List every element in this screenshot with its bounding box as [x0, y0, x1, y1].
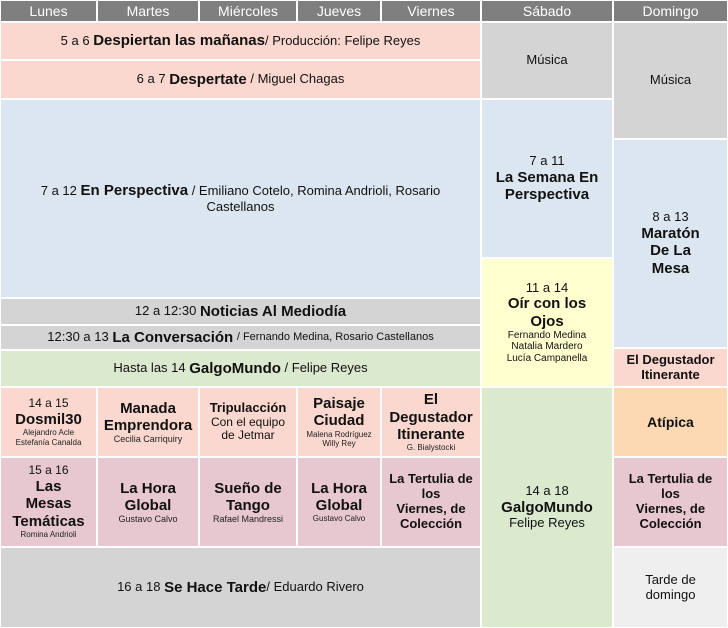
program-title: Mesas [25, 495, 72, 513]
program-hora-global-jueves[interactable] [297, 457, 381, 547]
program-title: La Conversación [112, 328, 234, 346]
program-credit: Willy Rey [322, 439, 356, 449]
program-hora-global-martes[interactable] [97, 457, 199, 547]
program-credit: / Miguel Chagas [250, 71, 345, 87]
header-miercoles: Miércoles [199, 0, 297, 22]
program-tarde-de-domingo[interactable] [613, 547, 728, 628]
program-credit: Cecilia Carriquiry [113, 434, 183, 445]
program-time: 5 a 6 [60, 32, 90, 48]
program-title: Despertate [169, 70, 247, 88]
program-title: El [423, 391, 439, 409]
header-lunes: Lunes [0, 0, 97, 22]
program-title: GalgoMundo [189, 359, 281, 377]
program-credit: Lucía Campanella [506, 352, 588, 364]
program-credit: de Jetmar [221, 428, 275, 443]
program-title: Noticias Al Mediodía [199, 302, 347, 320]
program-title: Viernes, de [635, 501, 706, 516]
program-credit: Alejandro Acle [22, 427, 75, 437]
program-maraton-de-la-mesa[interactable] [613, 139, 728, 348]
program-time: 12 a 12:30 [134, 303, 197, 319]
program-title: Manada [120, 399, 176, 417]
program-time: Hasta las 14 [113, 360, 186, 376]
program-title: los [661, 486, 680, 502]
program-title: Colección [399, 515, 463, 531]
program-title: La Semana En [495, 168, 599, 186]
program-tertulia-viernes[interactable] [381, 457, 481, 547]
program-en-perspectiva[interactable] [0, 99, 481, 298]
program-despiertan[interactable] [0, 22, 481, 60]
program-time: 11 a 14 [525, 279, 569, 295]
program-sueno-de-tango[interactable] [199, 457, 297, 547]
program-time: 6 a 7 [136, 71, 166, 87]
program-credit: / Emiliano Cotelo, Romina Andrioli, Rosario Castellanos [191, 183, 441, 214]
program-title: Global [315, 497, 363, 515]
program-title: Colección [639, 515, 702, 531]
program-credit: Gustavo Calvo [312, 514, 366, 524]
program-time: 7 a 11 [529, 152, 565, 168]
program-title: El Degustador [626, 351, 715, 367]
program-credit: Malena Rodríguez [306, 429, 372, 439]
program-title: La Hora [311, 479, 367, 497]
program-title: Maratón [641, 225, 700, 243]
program-credit: Fernando Medina [507, 329, 587, 341]
program-title: En Perspectiva [80, 182, 189, 200]
program-title: Temáticas [12, 512, 85, 530]
program-noticias[interactable] [0, 298, 481, 325]
program-time: 8 a 13 [652, 209, 689, 225]
program-title: De La [650, 242, 691, 260]
program-title: Despiertan las mañanas [93, 32, 265, 50]
program-time: 12:30 a 13 [47, 329, 109, 345]
program-title: Tarde de [645, 571, 696, 587]
program-title: Dosmil30 [15, 410, 82, 428]
program-credit: Romina Andrioli [20, 529, 77, 539]
program-domingo-degustador[interactable] [613, 348, 728, 387]
program-title: Tango [226, 496, 270, 514]
program-sabado-musica[interactable] [481, 22, 613, 99]
program-domingo-tertulia[interactable] [613, 457, 728, 547]
header-jueves: Jueves [297, 0, 381, 22]
program-credit: Felipe Reyes [509, 515, 585, 531]
header-viernes: Viernes [381, 0, 481, 22]
program-manada-emprendora[interactable] [97, 387, 199, 457]
program-credit: Estefanía Canalda [15, 437, 82, 447]
header-martes: Martes [97, 0, 199, 22]
program-credit: Con el equipo [210, 414, 286, 429]
program-credit: Gustavo Calvo [118, 514, 178, 525]
header-domingo: Domingo [613, 0, 728, 22]
program-title: Itinerante [641, 366, 700, 382]
program-title: GalgoMundo [501, 498, 593, 516]
program-time: 14 a 18 [525, 482, 569, 498]
program-mesas-tematicas[interactable] [0, 457, 97, 547]
program-oir-con-los-ojos[interactable] [481, 258, 613, 387]
program-title: Música [649, 72, 692, 88]
program-time: 15 a 16 [28, 463, 69, 478]
program-time: 7 a 12 [40, 183, 77, 199]
program-time: 14 a 15 [28, 395, 69, 410]
program-title: Itinerante [397, 425, 465, 443]
program-title: Se Hace Tarde [164, 578, 267, 596]
program-title: Atípica [647, 413, 694, 430]
program-time: 16 a 18 [117, 579, 161, 595]
program-title: Viernes, de [396, 501, 466, 516]
program-credit: / Producción: Felipe Reyes [264, 32, 421, 48]
program-credit: / Eduardo Rivero [266, 579, 364, 595]
program-se-hace-tarde[interactable] [0, 547, 481, 628]
program-credit: / Felipe Reyes [284, 360, 368, 376]
program-credit: Natalia Mardero [511, 341, 583, 353]
program-sabado-galgomundo[interactable] [481, 387, 613, 628]
program-domingo-musica[interactable] [613, 22, 728, 139]
program-title: Oír con los [507, 295, 587, 313]
program-conversacion[interactable] [0, 325, 481, 350]
program-title: Paisaje [313, 395, 365, 413]
program-title: La Hora [120, 479, 176, 497]
program-credit: G. Bialystocki [406, 443, 456, 453]
program-title: Tripulacción [209, 399, 287, 415]
program-title: Global [124, 496, 172, 514]
program-title: Ciudad [313, 412, 365, 430]
program-title: los [421, 486, 441, 502]
program-dosmil30[interactable] [0, 387, 97, 457]
program-title: Sueño de [214, 479, 282, 497]
program-credit: Rafael Mandressi [212, 514, 284, 525]
program-title: Las [35, 478, 62, 496]
program-title: Ojos [530, 312, 564, 330]
program-title: Emprendora [103, 416, 193, 434]
program-degustador-itinerante[interactable] [381, 387, 481, 457]
program-title: La Tertulia de [628, 471, 713, 487]
program-title: Degustador [389, 408, 473, 426]
program-title: domingo [645, 586, 696, 602]
program-tripulaccion[interactable] [199, 387, 297, 457]
program-galgomundo[interactable] [0, 350, 481, 387]
program-credit: / Fernando Medina, Rosario Castellanos [236, 331, 434, 344]
program-despertate[interactable] [0, 60, 481, 99]
program-title: Perspectiva [504, 185, 590, 203]
program-paisaje-ciudad[interactable] [297, 387, 381, 457]
program-title: Mesa [651, 259, 690, 277]
program-title: La Tertulia de [389, 471, 473, 487]
header-sabado: Sábado [481, 0, 613, 22]
program-semana-en-perspectiva[interactable] [481, 99, 613, 258]
program-atipica[interactable] [613, 387, 728, 457]
program-title: Música [526, 52, 568, 68]
